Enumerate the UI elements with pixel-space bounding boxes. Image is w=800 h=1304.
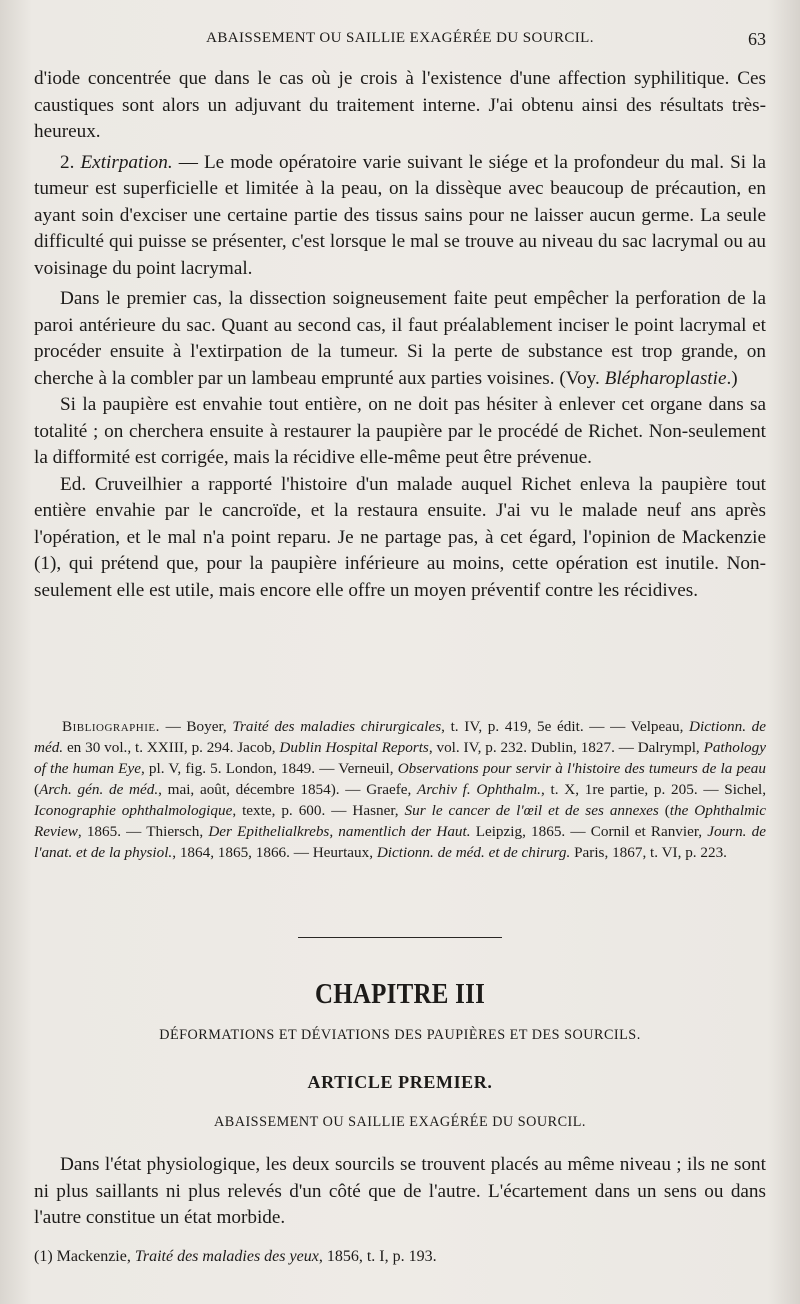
chapter-title: CHAPITRE III bbox=[314, 978, 486, 1010]
paragraph-text-end: .) bbox=[726, 367, 738, 389]
bib-title: Dublin Hospital Reports bbox=[279, 739, 429, 756]
paragraph-first-case bbox=[34, 286, 766, 392]
paragraph-physiological-state: Dans l'état physiologique, les deux sourcils se trouvent placés au même niveau ; ils ne sont ni plus saillants ni plus relevés d'un côté que de l'autre. L'écartement dans un sens ou dans l'autre constitue un état morbide. bbox=[34, 1154, 766, 1228]
bib-title: the Ophthalmic Review bbox=[34, 802, 767, 840]
bib-text: , pl. V, fig. 5. London, 1849. — Verneuil, bbox=[140, 760, 398, 777]
bib-text: , 1865. — Thiersch, bbox=[77, 823, 209, 840]
bib-text: , t. X, 1re partie, p. 205. — Sichel, bbox=[540, 781, 767, 798]
paragraph-caustics: d'iode concentrée que dans le cas où je crois à l'existence d'une affection syphilitique. Ces caustiques sont alors un adjuvant du traitement interne. J'ai obtenu ainsi des résultats très-heureux. bbox=[34, 68, 766, 142]
footnote bbox=[34, 1247, 766, 1267]
paragraph-text: — Le mode opératoire varie suivant le siége et la profondeur du mal. Si la tumeur est superficielle et limitée à la peau, on la dissèque avec beaucoup de précaution, en ayant soin d'exciser une certaine partie des tissus sains pour ne laisser aucun germe. La seule difficulté qui puisse se présenter, c'est lorsque le mal se trouve au niveau du sac lacrymal ou au voisinage du point lacrymal. bbox=[34, 151, 766, 279]
cross-reference: Blépharoplastie bbox=[604, 367, 727, 389]
bib-text: ( bbox=[34, 781, 40, 798]
chapter-subtitle: DÉFORMATIONS ET DÉVIATIONS DES PAUPIÈRES ET DES SOURCILS. bbox=[159, 1027, 641, 1043]
bib-title: Pathology of the human Eye bbox=[34, 739, 766, 777]
bib-text: , vol. IV, p. 232. Dublin, 1827. — Dalrympl, bbox=[428, 739, 704, 756]
paragraph-extirpation bbox=[34, 150, 766, 283]
section-heading: Extirpation. bbox=[80, 151, 173, 173]
bib-text: en 30 vol., t. XXIII, p. 294. Jacob, bbox=[63, 739, 280, 756]
main-text bbox=[34, 66, 766, 604]
article-subtitle: ABAISSEMENT OU SAILLIE EXAGÉRÉE DU SOURCIL. bbox=[214, 1114, 586, 1130]
bib-title: Dictionn. de méd. bbox=[34, 718, 766, 756]
bibliography bbox=[34, 716, 766, 863]
bib-title: Iconographie ophthalmologique bbox=[34, 802, 233, 819]
footnote-rest: , 1856, t. I, p. 193. bbox=[318, 1248, 437, 1265]
bib-title: Dictionn. de méd. et de chirurg. bbox=[376, 844, 571, 861]
page-number: 63 bbox=[748, 29, 766, 49]
bib-title: Archiv f. Ophthalm. bbox=[417, 781, 541, 798]
paragraph-cruveilhier: Ed. Cruveilhier a rapporté l'histoire d'un malade auquel Richet enleva la paupière tout entière envahie par le cancroïde, et la restaura ensuite. J'ai vu le malade neuf ans après l'opération, et le mal n'a point reparu. Je ne partage pas, à cet égard, l'opinion de Mackenzie (1), qui prétend que, pour la paupière inférieure au moins, cette opération est inutile. Non-seulement elle est utile, mais encore elle offre un moyen préventif contre les récidives. bbox=[34, 473, 766, 601]
section-number: 2. bbox=[60, 151, 75, 173]
bib-text: ( bbox=[658, 802, 670, 819]
bib-text: Leipzig, 1865. — Cornil et Ranvier, bbox=[470, 823, 708, 840]
bib-text: , mai, août, décembre 1854). — Graefe, bbox=[158, 781, 418, 798]
article-title: ARTICLE PREMIER. bbox=[307, 1072, 493, 1092]
paragraph-text: Dans le premier cas, la dissection soigneusement faite peut empêcher la perforation de la paroi antérieure du sac. Quant au second cas, il faut préalablement inciser le point lacrymal et procéder ensuite à l'extirpation de la tumeur. Si la perte de substance est trop grande, on cherche à la combler par un lambeau emprunté aux parties voisines. (Voy. bbox=[34, 288, 766, 389]
bib-title: Observations pour servir à l'histoire des tumeurs de la peau bbox=[397, 760, 766, 777]
bib-title: Arch. gén. de méd. bbox=[39, 781, 159, 798]
running-title: ABAISSEMENT OU SAILLIE EXAGÉRÉE DU SOURCIL. bbox=[206, 30, 594, 46]
section-divider bbox=[298, 937, 502, 938]
bib-text: — Boyer, bbox=[159, 718, 233, 735]
bib-text: , 1864, 1865, 1866. — Heurtaux, bbox=[172, 844, 377, 861]
running-header bbox=[34, 30, 766, 54]
bib-text: Paris, 1867, t. VI, p. 223. bbox=[570, 844, 727, 861]
footnote-title: Traité des maladies des yeux bbox=[134, 1248, 319, 1265]
bib-text: , t. IV, p. 419, 5e édit. — — Velpeau, bbox=[441, 718, 690, 735]
footnote-marker: (1) Mackenzie, bbox=[34, 1248, 135, 1265]
bib-title: Traité des maladies chirurgicales bbox=[232, 718, 442, 735]
bib-title: Sur le cancer de l'œil et de ses annexes bbox=[404, 802, 659, 819]
bib-title: Der Epithelialkrebs, namentlich der Haut. bbox=[208, 823, 471, 840]
bib-text: , texte, p. 600. — Hasner, bbox=[232, 802, 405, 819]
bib-title: Journ. de l'anat. et de la physiol. bbox=[34, 823, 766, 861]
paragraph-whole-eyelid: Si la paupière est envahie tout entière, on ne doit pas hésiter à enlever cet organe dans sa totalité ; on cherchera ensuite à restaurer la paupière par le procédé de Richet. Non-seulement la difformité est corrigée, mais la récidive elle-même peut être prévenue. bbox=[34, 394, 766, 468]
bibliography-label: Bibliographie. bbox=[62, 718, 160, 735]
